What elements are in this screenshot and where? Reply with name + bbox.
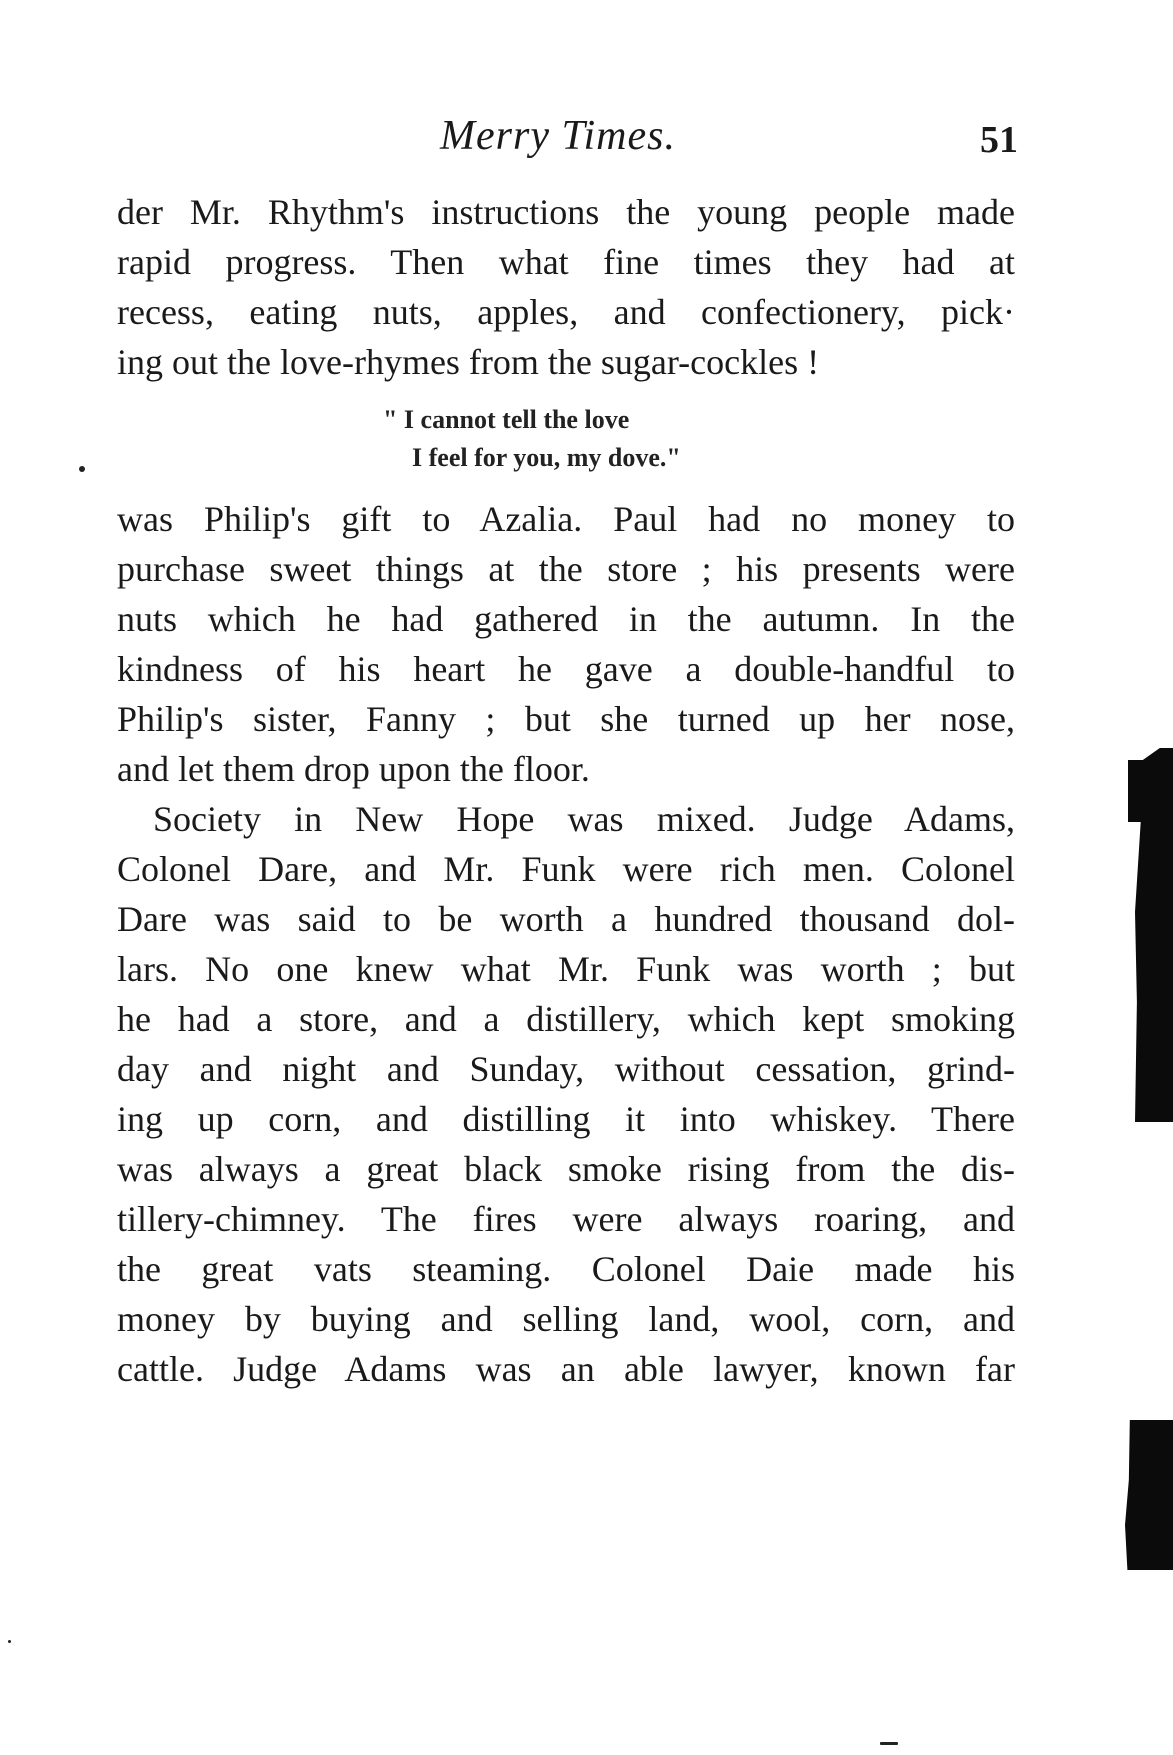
verse-line: I feel for you, my dove." [412, 443, 681, 472]
scan-speck [880, 1742, 898, 1745]
text-line: he had a store, and a distillery, which kept smoking [117, 999, 1015, 1039]
text-line: Dare was said to be worth a hundred thousand dol- [117, 899, 1015, 939]
text-line: der Mr. Rhythm's instructions the young people made [117, 192, 1015, 232]
text-line: nuts which he had gathered in the autumn. In the [117, 599, 1015, 639]
scan-artifact-upper-top [1140, 748, 1173, 762]
text-line: rapid progress. Then what fine times they had at [117, 242, 1015, 282]
scan-artifact-upper [1128, 760, 1173, 822]
text-line: tillery-chimney. The fires were always roaring, and [117, 1199, 1015, 1239]
running-head [118, 112, 1018, 172]
scan-speck [79, 466, 85, 472]
page-number: 51 [980, 119, 1018, 161]
text-line: purchase sweet things at the store ; his presents were [117, 549, 1015, 589]
scan-artifact-upper-stem [1135, 822, 1173, 1122]
verse-line: " I cannot tell the love [383, 405, 630, 434]
text-line: Philip's sister, Fanny ; but she turned up her nose, [117, 699, 1015, 739]
text-line: cattle. Judge Adams was an able lawyer, known far [117, 1349, 1015, 1389]
text-line: money by buying and selling land, wool, corn, and [117, 1299, 1015, 1339]
text-line: kindness of his heart he gave a double-handful to [117, 649, 1015, 689]
text-line: lars. No one knew what Mr. Funk was worth ; but [117, 949, 1015, 989]
scan-speck [8, 1640, 11, 1643]
text-line: Society in New Hope was mixed. Judge Adams, [153, 799, 1015, 839]
scan-artifact-lower [1125, 1420, 1173, 1570]
text-line: ing out the love-rhymes from the sugar-cockles ! [117, 342, 820, 382]
running-title: Merry Times. [440, 113, 676, 159]
text-line: and let them drop upon the floor. [117, 749, 590, 789]
text-line: the great vats steaming. Colonel Daie made his [117, 1249, 1015, 1289]
text-line: day and night and Sunday, without cessation, grind- [117, 1049, 1015, 1089]
text-line: Colonel Dare, and Mr. Funk were rich men. Colonel [117, 849, 1015, 889]
text-line: recess, eating nuts, apples, and confectionery, pick· [117, 292, 1015, 332]
text-line: ing up corn, and distilling it into whiskey. There [117, 1099, 1015, 1139]
text-line: was Philip's gift to Azalia. Paul had no money to [117, 499, 1015, 539]
text-line: was always a great black smoke rising from the dis- [117, 1149, 1015, 1189]
